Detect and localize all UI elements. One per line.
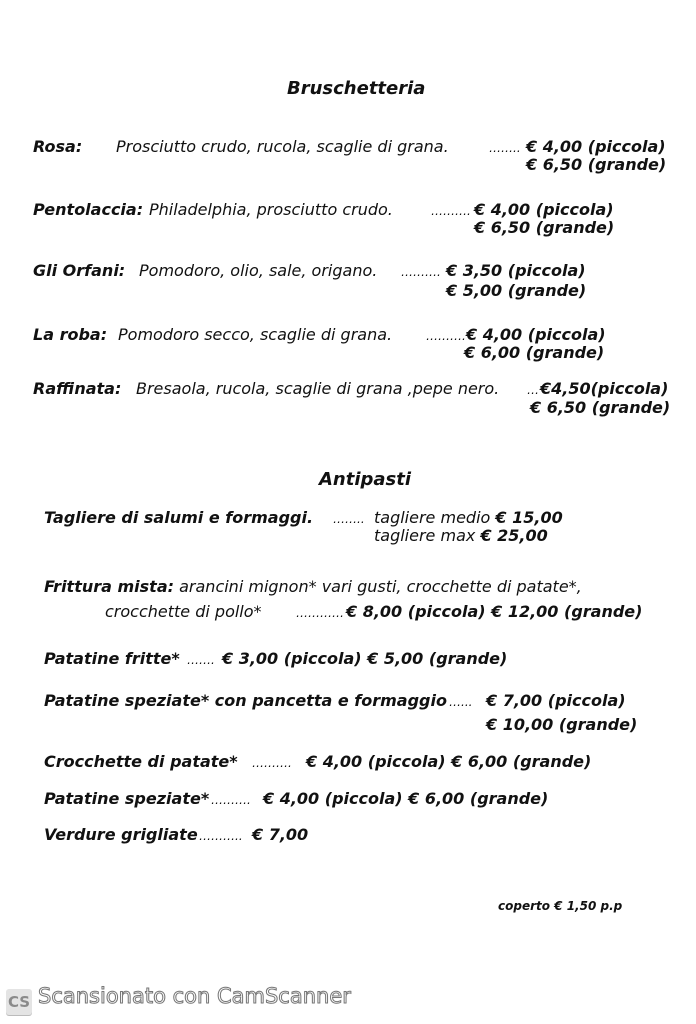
item-desc-frittura-1: arancini mignon* vari gusti, crocchette di patate*,: [179, 577, 582, 596]
dot-leader: …………: [296, 606, 344, 620]
item-desc-pentolaccia: Philadelphia, prosciutto crudo.: [149, 200, 393, 219]
price-small-rosa: € 4,00 (piccola): [526, 137, 666, 156]
item-name-la-roba: La roba:: [33, 325, 108, 344]
item-name-patatine-speziate: Patatine speziate*: [44, 789, 210, 808]
dot-leader: ………..: [199, 829, 243, 843]
price-small-la-roba: € 4,00 (piccola): [466, 325, 606, 344]
dot-leader: ……….: [252, 756, 292, 770]
item-desc-gli-orfani: Pomodoro, olio, sale, origano.: [139, 261, 378, 280]
item-name-patatine-pancetta: Patatine speziate* con pancetta e formaggio: [44, 691, 447, 710]
price-large-gli-orfani: € 5,00 (grande): [446, 281, 587, 300]
frittura-line-2: [105, 602, 262, 621]
section-title-bruschetteria: Bruschetteria: [287, 78, 426, 99]
dot-leader: ……..: [333, 512, 365, 526]
item-desc-rosa: Prosciutto crudo, rucola, scaglie di grana.: [116, 137, 449, 156]
price-large-raffinata: € 6,50 (grande): [530, 398, 671, 417]
item-desc-la-roba: Pomodoro secco, scaglie di grana.: [118, 325, 393, 344]
dot-leader: …: [527, 383, 539, 397]
price-large-rosa: € 6,50 (grande): [526, 155, 667, 174]
price-patatine-speziate: € 4,00 (piccola) € 6,00 (grande): [263, 789, 549, 808]
price-small-patatine-pancetta: € 7,00 (piccola): [486, 691, 626, 710]
dot-leader: ……….: [431, 204, 471, 218]
tagliere-max-row: [374, 526, 548, 545]
tagliere-max-label: tagliere max: [374, 526, 476, 545]
dot-leader: ……….: [401, 265, 441, 279]
price-verdure: € 7,00: [252, 825, 309, 844]
item-name-rosa: Rosa:: [33, 137, 83, 156]
price-large-pentolaccia: € 6,50 (grande): [474, 218, 615, 237]
camscanner-watermark: Scansionato con CamScanner: [38, 984, 351, 1008]
item-name-tagliere: Tagliere di salumi e formaggi.: [44, 508, 314, 527]
dot-leader: …….: [187, 653, 215, 667]
item-name-pentolaccia: Pentolaccia:: [33, 200, 144, 219]
tagliere-medio-price: € 15,00: [495, 508, 563, 527]
price-small-raffinata: €4,50(piccola): [540, 379, 669, 398]
item-name-crocchette: Crocchette di patate*: [44, 752, 238, 771]
dot-leader: …...: [449, 695, 473, 709]
price-large-la-roba: € 6,00 (grande): [464, 343, 605, 362]
tagliere-medio-row: [374, 508, 563, 527]
coperto-note: coperto € 1,50 p.p: [498, 899, 623, 913]
price-large-patatine-pancetta: € 10,00 (grande): [486, 715, 638, 734]
frittura-line-1: [44, 577, 582, 596]
tagliere-max-price: € 25,00: [480, 526, 548, 545]
item-desc-frittura-2: crocchette di pollo*: [105, 602, 262, 621]
price-small-gli-orfani: € 3,50 (piccola): [446, 261, 586, 280]
item-name-patatine-fritte: Patatine fritte*: [44, 649, 180, 668]
price-patatine-fritte: € 3,00 (piccola) € 5,00 (grande): [222, 649, 508, 668]
item-name-raffinata: Raffinata:: [33, 379, 122, 398]
item-name-frittura: Frittura mista:: [44, 577, 175, 596]
item-desc-raffinata: Bresaola, rucola, scaglie di grana ,pepe nero.: [136, 379, 500, 398]
price-frittura: € 8,00 (piccola) € 12,00 (grande): [346, 602, 643, 621]
dot-leader: ……….: [426, 329, 466, 343]
camscanner-logo-icon: CS: [6, 989, 32, 1015]
tagliere-medio-label: tagliere medio: [374, 508, 491, 527]
section-title-antipasti: Antipasti: [319, 469, 412, 490]
price-crocchette: € 4,00 (piccola) € 6,00 (grande): [306, 752, 592, 771]
price-small-pentolaccia: € 4,00 (piccola): [474, 200, 614, 219]
item-name-gli-orfani: Gli Orfani:: [33, 261, 126, 280]
dot-leader: ……..: [489, 141, 521, 155]
item-name-verdure: Verdure grigliate: [44, 825, 198, 844]
dot-leader: ……….: [211, 793, 251, 807]
